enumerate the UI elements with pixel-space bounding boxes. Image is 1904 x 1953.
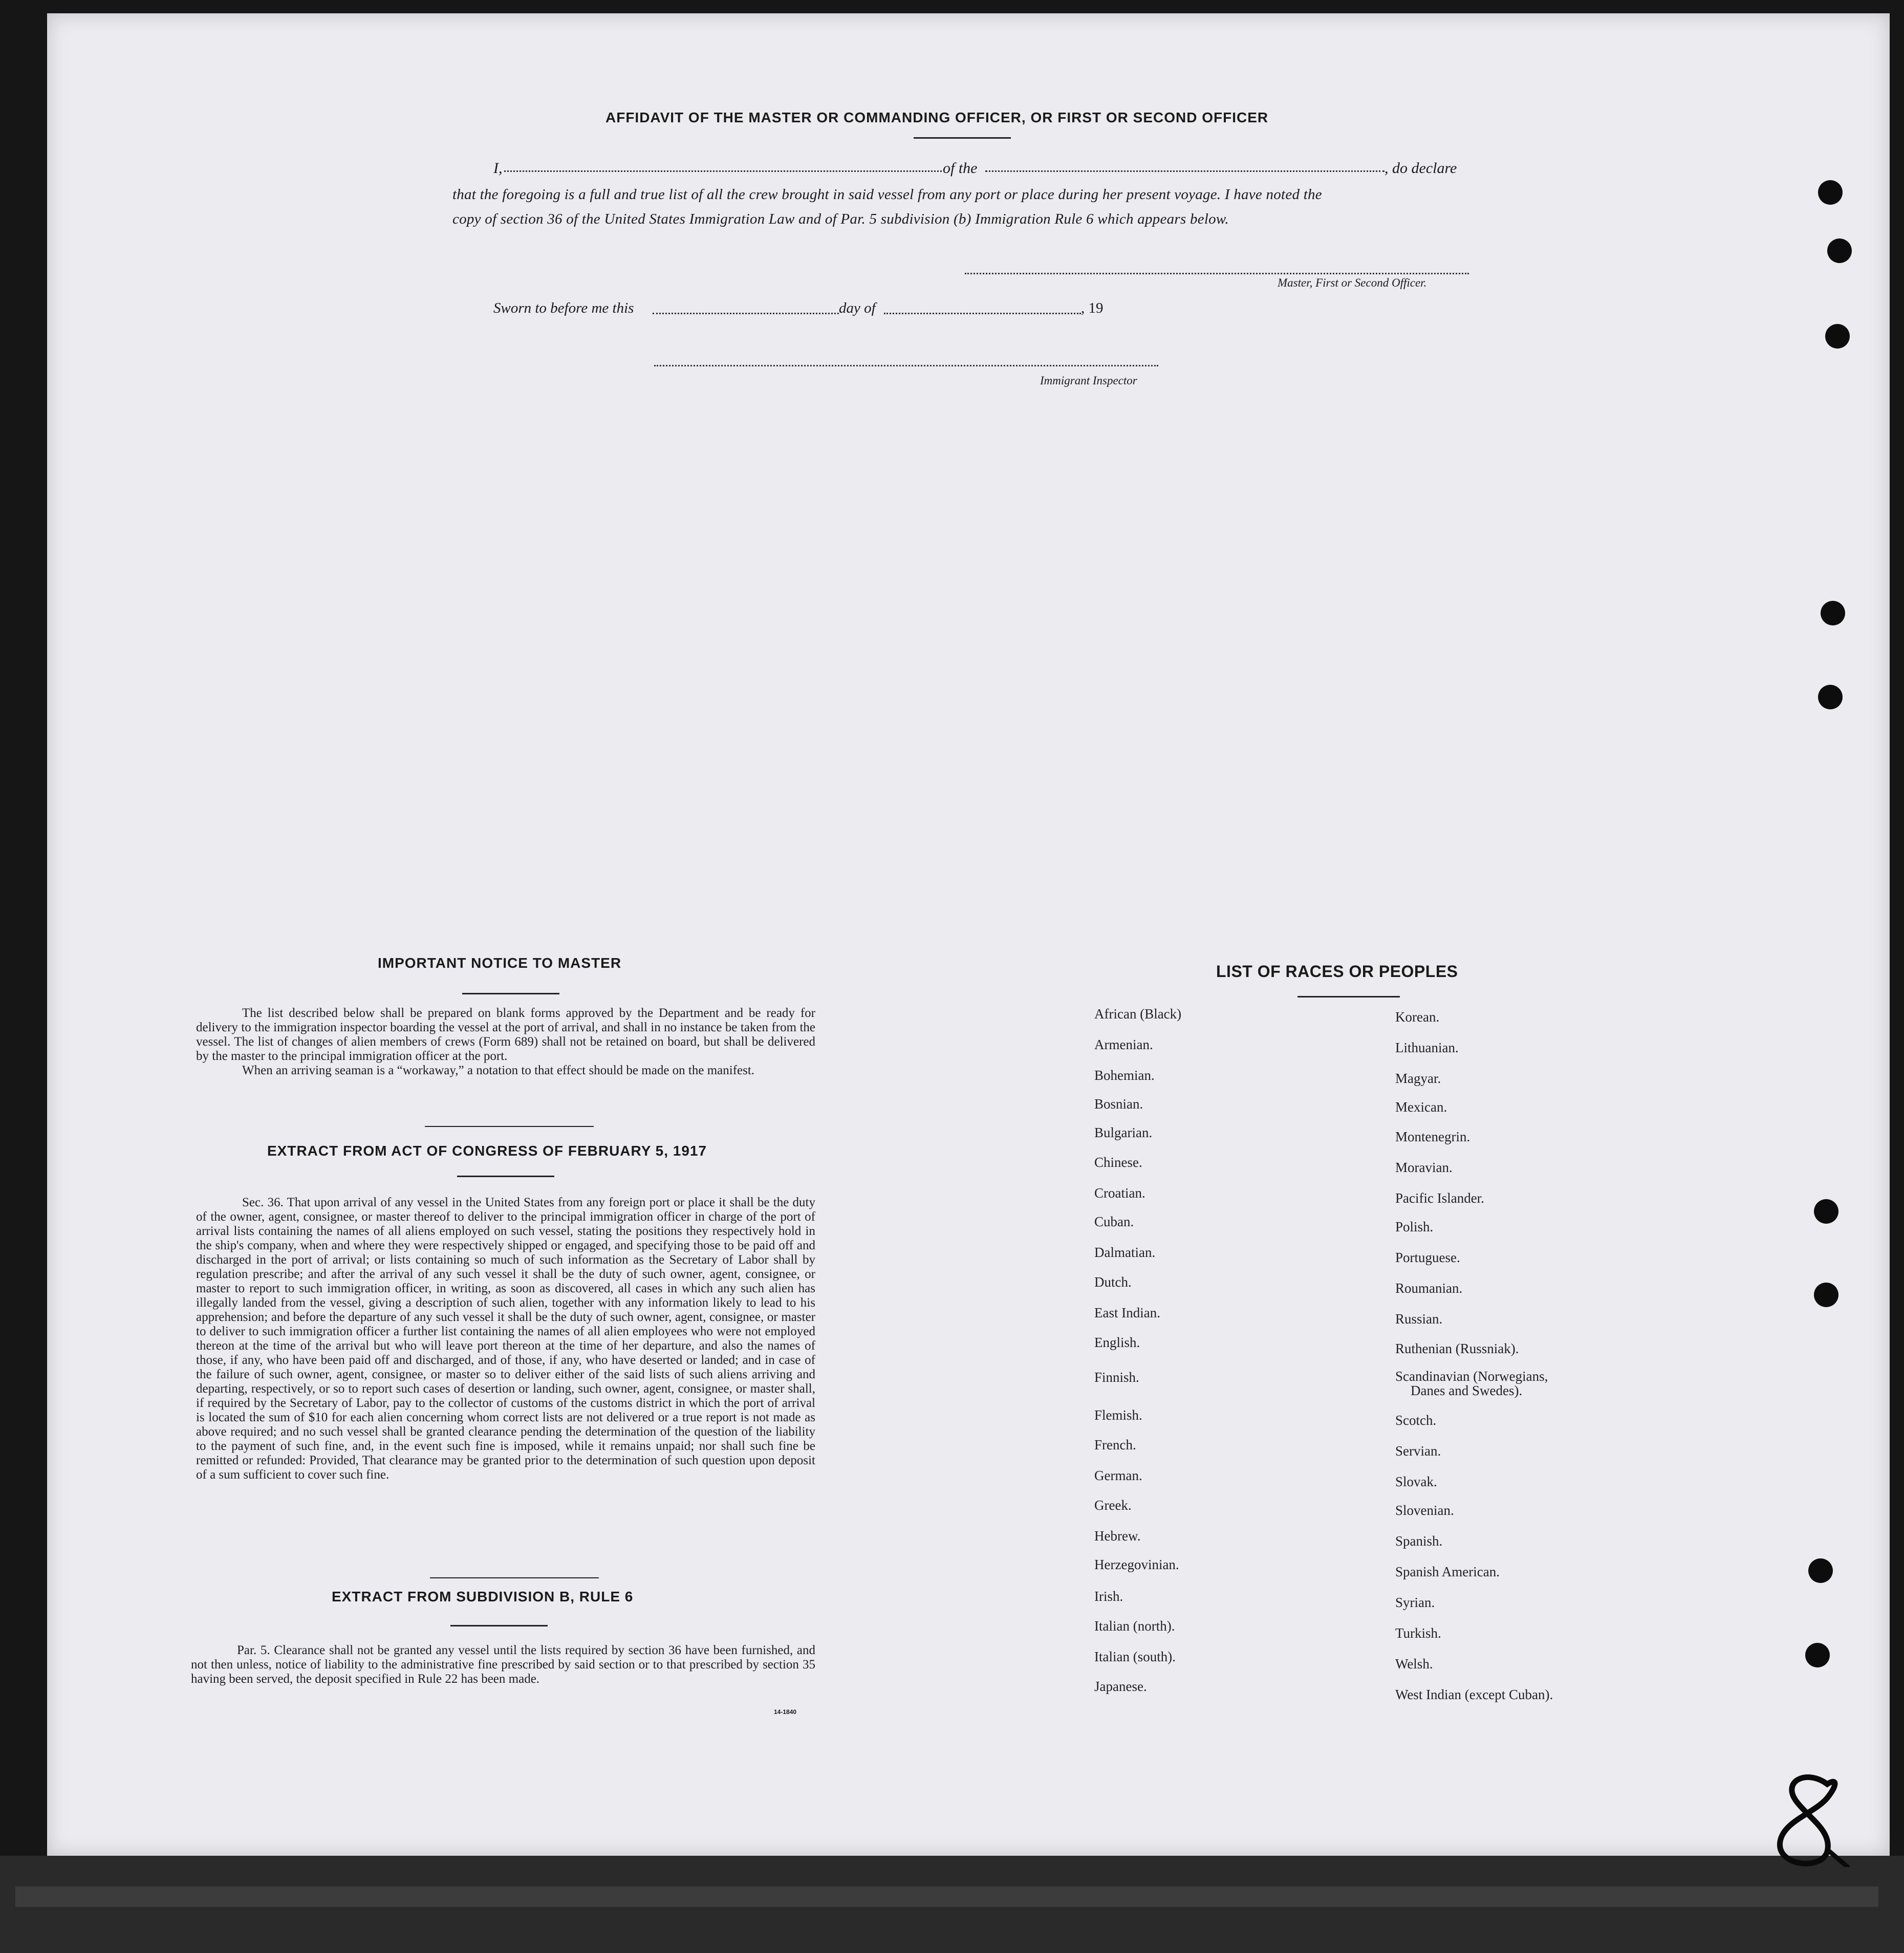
scan-strip	[15, 1886, 1878, 1907]
sworn-day-blank	[653, 313, 839, 314]
race-item: German.	[1094, 1468, 1142, 1483]
race-item: Croatian.	[1094, 1185, 1145, 1201]
punch-hole	[1808, 1558, 1833, 1583]
race-item: Turkish.	[1395, 1625, 1441, 1641]
race-item: Bosnian.	[1094, 1096, 1143, 1112]
race-item: English.	[1094, 1335, 1140, 1350]
races-underline	[1297, 996, 1400, 997]
race-item: Irish.	[1094, 1589, 1123, 1604]
race-item: Hebrew.	[1094, 1528, 1141, 1544]
affidavit-of-the: of the	[943, 160, 978, 177]
section-divider	[430, 1577, 599, 1578]
rule-underline	[450, 1625, 548, 1626]
form-number: 14-1840	[774, 1708, 797, 1716]
master-signature-line	[965, 273, 1469, 274]
race-item: Herzegovinian.	[1094, 1557, 1179, 1572]
affidavit-title: AFFIDAVIT OF THE MASTER OR COMMANDING OFFICER, OR FIRST OR SECOND OFFICER	[605, 110, 1269, 125]
race-item: Cuban.	[1094, 1214, 1134, 1229]
act-extract-title: EXTRACT FROM ACT OF CONGRESS OF FEBRUARY 5, 1917	[267, 1143, 707, 1159]
race-item: Italian (south).	[1094, 1649, 1176, 1664]
punch-hole	[1825, 324, 1850, 349]
punch-hole	[1821, 601, 1845, 625]
race-item: Bulgarian.	[1094, 1125, 1153, 1140]
race-item: Spanish.	[1395, 1533, 1443, 1549]
day-of-label: day of	[839, 300, 876, 316]
race-item: Japanese.	[1094, 1679, 1147, 1694]
race-item: Pacific Islander.	[1395, 1190, 1484, 1206]
race-item: Polish.	[1395, 1219, 1434, 1234]
race-item: Lithuanian.	[1395, 1040, 1459, 1055]
race-item: Magyar.	[1395, 1071, 1441, 1086]
race-item: Greek.	[1094, 1498, 1132, 1513]
vessel-blank	[985, 170, 1384, 172]
race-item: Korean.	[1395, 1009, 1440, 1025]
race-item: Dalmatian.	[1094, 1245, 1156, 1260]
affidavit-line2: that the foregoing is a full and true list of all the crew brought in said vessel from any port or place during her present voyage. I have noted the	[452, 186, 1322, 203]
year-label: , 19	[1081, 300, 1104, 316]
race-item: Slovenian.	[1395, 1503, 1454, 1518]
handwritten-number-8	[1766, 1770, 1853, 1867]
punch-hole	[1818, 180, 1843, 205]
notice-text	[196, 1006, 815, 1078]
name-blank	[504, 170, 942, 172]
title-underline	[914, 137, 1011, 139]
race-item: Moravian.	[1395, 1160, 1453, 1175]
race-item: Syrian.	[1395, 1595, 1435, 1610]
punch-hole	[1827, 238, 1852, 263]
race-item: Spanish American.	[1395, 1564, 1500, 1579]
punch-hole	[1814, 1283, 1838, 1307]
race-item: Dutch.	[1094, 1274, 1132, 1290]
inspector-label: Immigrant Inspector	[1040, 374, 1137, 387]
races-title: LIST OF RACES OR PEOPLES	[1216, 962, 1458, 981]
race-item: Armenian.	[1094, 1037, 1153, 1052]
section-divider	[425, 1126, 594, 1127]
affidavit-line3: copy of section 36 of the United States Immigration Law and of Par. 5 subdivision (b) Immigration Rule 6 which appears below.	[452, 211, 1229, 227]
rule-extract-title: EXTRACT FROM SUBDIVISION B, RULE 6	[332, 1589, 634, 1604]
race-item: Russian.	[1395, 1311, 1443, 1327]
race-item: Chinese.	[1094, 1155, 1142, 1170]
scan-bottom-edge	[0, 1856, 1904, 1953]
race-item: Roumanian.	[1395, 1281, 1463, 1296]
race-item: Montenegrin.	[1395, 1129, 1470, 1144]
race-item: Mexican.	[1395, 1099, 1447, 1115]
affidavit-i: I,	[493, 160, 503, 177]
master-signature-label: Master, First or Second Officer.	[1278, 276, 1427, 289]
race-item: French.	[1094, 1437, 1136, 1452]
rule-extract-body: Par. 5. Clearance shall not be granted any vessel until the lists required by section 36 have been furnished, and not then unless, notice of liability to the administrative fine prescribed by said section or to that prescribed by section 35 having been served, the deposit specified in Rule 22 has been made.	[191, 1643, 815, 1686]
race-item: Finnish.	[1094, 1370, 1139, 1385]
race-item: Scandinavian (Norwegians,	[1395, 1369, 1548, 1384]
race-item: Flemish.	[1094, 1407, 1142, 1423]
race-item: Italian (north).	[1094, 1618, 1175, 1634]
race-item: African (Black)	[1094, 1006, 1182, 1022]
inspector-signature-line	[654, 365, 1158, 366]
race-item: Welsh.	[1395, 1656, 1433, 1672]
notice-para2: When an arriving seaman is a “workaway,” a notation to that effect should be made on the manifest.	[242, 1064, 755, 1077]
race-item: Slovak.	[1395, 1474, 1437, 1489]
race-item: East Indian.	[1094, 1305, 1160, 1320]
race-item: Bohemian.	[1094, 1068, 1155, 1083]
sworn-label: Sworn to before me this	[493, 300, 634, 316]
punch-hole	[1805, 1643, 1830, 1667]
act-underline	[457, 1176, 554, 1177]
rule-extract-text	[191, 1643, 815, 1686]
race-item-continuation: Danes and Swedes).	[1411, 1383, 1523, 1398]
month-blank	[884, 313, 1081, 314]
notice-title: IMPORTANT NOTICE TO MASTER	[378, 955, 622, 971]
affidavit-declare: , do declare	[1384, 160, 1457, 177]
act-extract-text	[196, 1196, 815, 1482]
punch-hole	[1814, 1199, 1838, 1224]
document-page	[47, 13, 1890, 1856]
punch-hole	[1818, 685, 1843, 709]
race-item: Portuguese.	[1395, 1250, 1460, 1265]
act-extract-body: Sec. 36. That upon arrival of any vessel in the United States from any foreign port or place it shall be the duty of the owner, agent, consignee, or master thereof to deliver to the principal immigration officer in charge of the port of arrival lists containing the names of all aliens employed on such vessel, stating the positions they respectively hold in the ship's company, when and where they were respectively shipped or engaged, and specifying those to be paid off and discharged in the port of arrival; or lists containing so much of such information as the Secretary of Labor shall by regulation prescribe; and after the arrival of any such vessel it shall be the duty of such owner, agent, consignee, or master to report to such immigration officer, in writing, as soon as discovered, all cases in which any such alien has illegally landed from the vessel, giving a description of such alien, together with any information likely to lead to his apprehension; and before the departure of any such vessel it shall be the duty of such owner, agent, consignee, or master to deliver to such immigration officer a further list containing the names of all alien employees who were not employed thereon at the time of the arrival but who will leave port thereon at the time of her departure, and also the names of those, if any, who have been paid off and discharged, and of those, if any, who have deserted or landed; and in case of the failure of such owner, agent, consignee, or master so to deliver either of the said lists of such aliens arriving and departing, respectively, or so to report such cases of desertion or landing, such owner, agent, consignee, or master shall, if required by the Secretary of Labor, pay to the collector of customs of the customs district in which the port of arrival is located the sum of $10 for each alien concerning whom correct lists are not delivered or a true report is not made as above required; and no such vessel shall be granted clearance pending the determination of the question of the liability to the payment of such fine, and, in the event such fine is imposed, while it remains unpaid; nor shall such fine be remitted or refunded: Provided, That clearance may be granted prior to the determination of such question upon deposit of a sum sufficient to cover such fine.	[196, 1196, 815, 1482]
notice-underline	[462, 993, 559, 994]
race-item: Ruthenian (Russniak).	[1395, 1341, 1519, 1356]
notice-para1: The list described below shall be prepared on blank forms approved by the Department and be ready for delivery to the immigration inspector boarding the vessel at the port of arrival, and shall in no instance be taken from the vessel. The list of changes of alien members of crews (Form 689) shall not be retained on board, but shall be delivered by the master to the principal immigration officer at the port.	[196, 1006, 815, 1063]
race-item: Scotch.	[1395, 1413, 1437, 1428]
race-item: West Indian (except Cuban).	[1395, 1687, 1553, 1702]
race-item: Servian.	[1395, 1443, 1441, 1459]
